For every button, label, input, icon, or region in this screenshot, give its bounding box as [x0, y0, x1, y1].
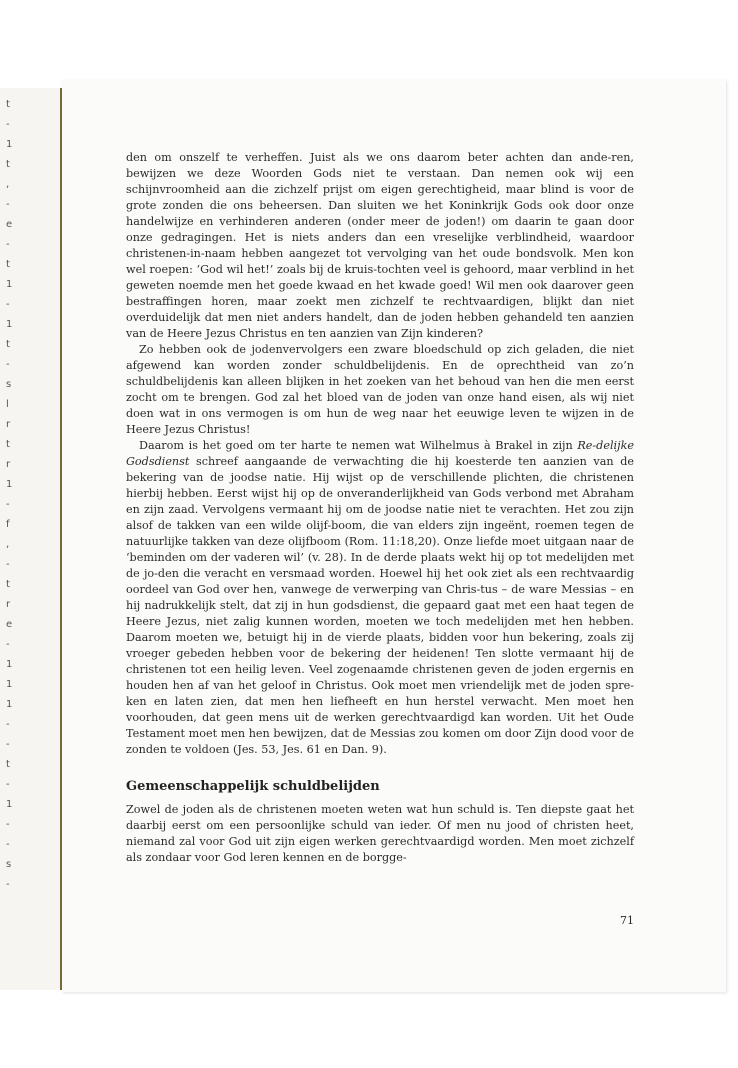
left-edge-fragment: s	[6, 379, 12, 390]
left-edge-fragment: 1	[6, 659, 13, 670]
left-edge-fragment: -	[6, 879, 10, 890]
left-edge-fragment: ,	[6, 179, 10, 190]
book-title-italic: Re-delijke Godsdienst	[126, 439, 634, 468]
left-edge-fragment: -	[6, 739, 10, 750]
left-edge-fragment: t	[6, 99, 10, 110]
left-edge-fragment: -	[6, 779, 10, 790]
left-edge-fragment: 1	[6, 679, 13, 690]
left-edge-fragment: -	[6, 239, 10, 250]
left-edge-fragment: t	[6, 259, 10, 270]
left-edge-fragment: ,	[6, 539, 10, 550]
left-edge-fragment: -	[6, 299, 10, 310]
left-edge-fragment: r	[6, 459, 11, 470]
left-edge-fragment: t	[6, 159, 10, 170]
left-edge-fragment: r	[6, 599, 11, 610]
left-edge-fragment: -	[6, 359, 10, 370]
left-edge-fragment: r	[6, 419, 11, 430]
paragraph-3	[126, 438, 634, 758]
left-page-edge	[0, 88, 62, 990]
paragraph-1: den om onszelf te verheffen. Juist als we ons daarom beter achten dan ande-ren, bewijzen we deze Woorden Gods niet te verstaan. Dan nemen ook wij een schijnvroomheid aan die zichzelf prijst om eigen gerechtigheid, maar blind is voor de grote zonden die ons beheersen. Dan sluiten we het Koninkrijk Gods ook door onze handelwijze en verhinderen anderen (onder meer de joden!) om daarin te gaan door onze gedragingen. Het is niets anders dan een vreselijke verblindheid, waardoor christenen-in-naam hebben aangezet tot vervolging van het oude bondsvolk. Men kon wel roepen: ‘God wil het!’ zoals bij de kruis-tochten veel is gehoord, maar verblind in het geweten noemde men het goede kwaad en het kwade goed! Wil men ook daarover geen bestraffingen horen, maar zoekt men zichzelf te rechtvaardigen, blijkt dan niet overduidelijk dat men niet anders handelt, dan de joden hebben gehandeld ten aanzien van de Heere Jezus Christus en ten aanzien van Zijn kinderen?	[126, 151, 634, 340]
left-edge-fragment: -	[6, 499, 10, 510]
left-edge-fragment: -	[6, 119, 10, 130]
left-edge-fragment: t	[6, 759, 10, 770]
left-edge-fragment: t	[6, 579, 10, 590]
paragraph-3-intro: Daarom is het goed om ter harte te nemen wat Wilhelmus à Brakel in zijn	[139, 439, 578, 452]
left-edge-fragment: -	[6, 719, 10, 730]
left-edge-fragment: s	[6, 859, 12, 870]
paragraph-2: Zo hebben ook de jodenvervolgers een zware bloedschuld op zich geladen, die niet afgewend kan worden zonder schuldbelijdenis. En de oprechtheid van zo’n schuldbelijdenis kan alleen blijken in het zoeken van het behoud van hen die men eerst zocht om te brengen. God zal het bloed van de joden van onze hand eisen, als wij niet doen wat in ons vermogen is om hun de weg naar het eeuwige leven te wijzen in de Heere Jezus Christus!	[126, 343, 634, 436]
left-edge-fragment: 1	[6, 479, 13, 490]
left-edge-fragment: t	[6, 439, 10, 450]
left-edge-fragment: -	[6, 839, 10, 850]
left-edge-fragment: -	[6, 559, 10, 570]
left-edge-fragment: t	[6, 339, 10, 350]
page-number: 71	[620, 914, 634, 927]
left-edge-fragment: e	[6, 619, 13, 630]
page-body-text	[126, 150, 634, 866]
left-edge-fragment: e	[6, 219, 13, 230]
paragraph-3-body: schreef aangaande de verwachting die hij koesterde ten aanzien van de bekering van de joodse natie. Hij wijst op de verschillende plichten, die christenen hierbij hebben. Eerst wijst hij op de onveranderlijkheid van Gods verbond met Abraham en zijn zaad. Vervolgens vermaant hij om de joodse natie niet te verachten. Het zou zijn alsof de takken van een wilde olijf-boom, die van elders zijn ingeënt, roemen tegen de natuurlijke takken van deze olijfboom (Rom. 11:18,20). Onze liefde moet uitgaan naar de ‘beminden om der vaderen wil’ (v. 28). In de derde plaats wekt hij op tot medelijden met de jo-den die veracht en versmaad worden. Hoewel hij het ook ziet als een rechtvaardig oordeel van God over hen, vanwege de verwerping van Chris-tus – de ware Messias – en hij nadrukkelijk stelt, dat zij in hun godsdienst, die gepaard gaat met een haat tegen de Heere Jezus, niet zalig kunnen worden, moeten we toch medelijden met hen hebben. Daarom moeten we, betuigt hij in de vierde plaats, bidden voor hun bekering, zoals zij vroeger gebeden hebben voor de bekering der heidenen! Ten slotte vermaant hij de christenen tot een heilig leven. Veel zogenaamde christenen geven de joden ergernis en houden hen af van het geloof in Christus. Ook moet men vriendelijk met de joden spre-ken en laten zien, dat men hen liefheeft en hun herstel verwacht. Men moet hen voorhouden, dat geen mens uit de werken gerechtvaardigd kan worden. Uit het Oude Testament moet men hen bewijzen, dat de Messias zou komen om door Zijn dood voor de zonden te voldoen (Jes. 53, Jes. 61 en Dan. 9).	[126, 455, 634, 756]
left-edge-fragment: 1	[6, 799, 13, 810]
left-edge-fragment: -	[6, 199, 10, 210]
left-edge-fragment: l	[6, 399, 9, 410]
left-edge-fragment: 1	[6, 699, 13, 710]
paragraph-4: Zowel de joden als de christenen moeten weten wat hun schuld is. Ten diepste gaat het daarbij eerst om een persoonlijke schuld van ieder. Of men nu jood of christen heet, niemand zal voor God uit zijn eigen werken gerechtvaardigd worden. Men moet zichzelf als zondaar voor God leren kennen en de borgge-	[126, 803, 634, 864]
section-heading: Gemeenschappelijk schuldbelijden	[126, 779, 380, 794]
left-edge-fragment: f	[6, 519, 10, 530]
left-edge-fragment: 1	[6, 279, 13, 290]
left-edge-fragment: -	[6, 639, 10, 650]
left-edge-fragment: 1	[6, 139, 13, 150]
left-edge-fragment: 1	[6, 319, 13, 330]
left-edge-fragment: -	[6, 819, 10, 830]
